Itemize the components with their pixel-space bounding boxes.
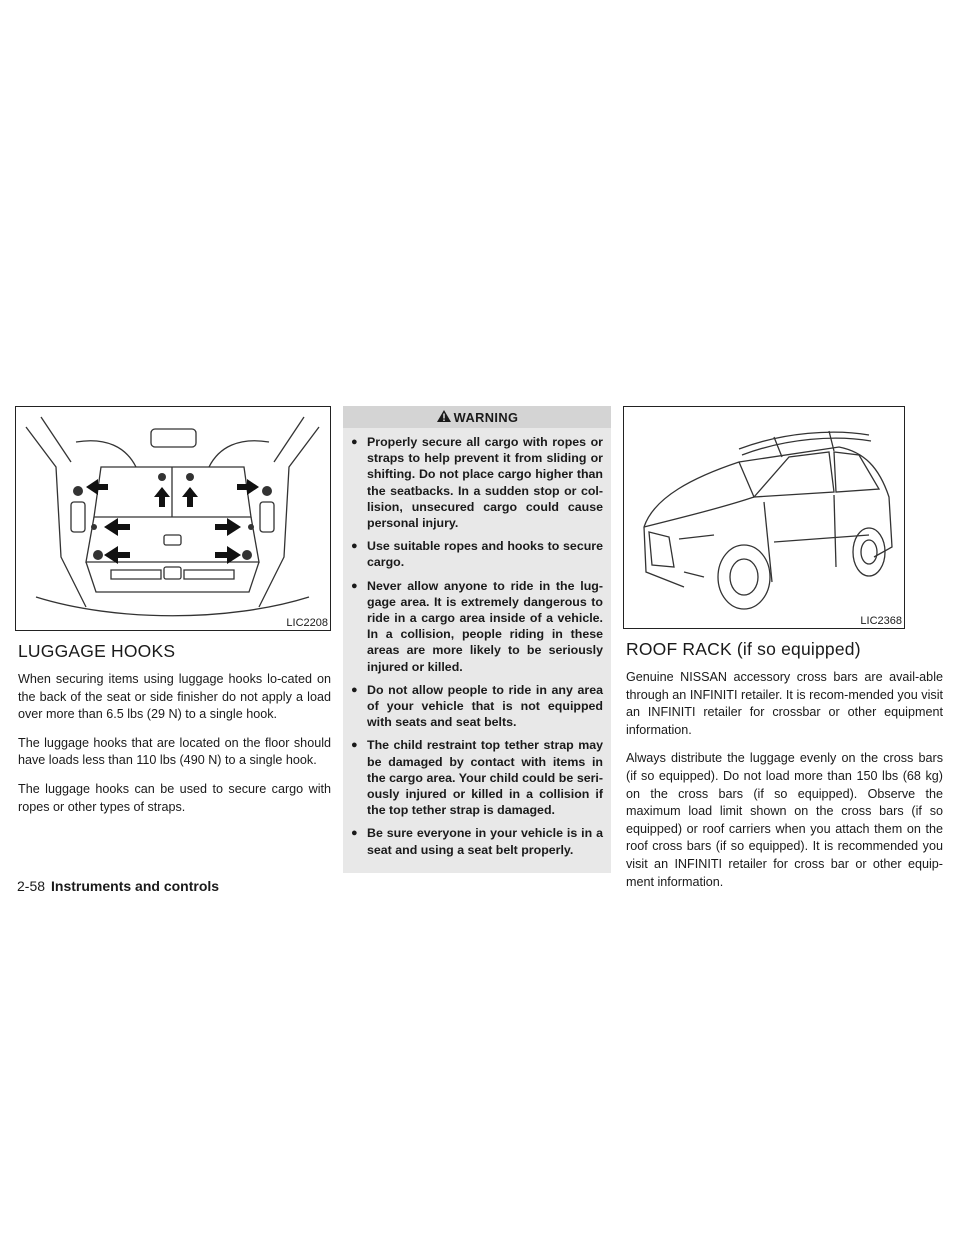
list-item [351, 682, 603, 731]
warning-item-text: Never allow anyone to ride in the lug-gage area. It is extremely dangerous to ride in a cargo area inside of a vehicle. In a collision, people riding in these areas are more likely to be seriously injured or killed. [367, 578, 603, 674]
warning-item-text: Use suitable ropes and hooks to secure cargo. [367, 539, 603, 570]
paragraph: Genuine NISSAN accessory cross bars are avail-able through an INFINITI retailer. It is recom-mended you visit an INFINITI retailer for crossbar or other equipment information. [626, 670, 943, 737]
list-item [351, 434, 603, 531]
list-item [351, 578, 603, 675]
bullet-icon: ● [351, 827, 358, 840]
suv-illustration [624, 407, 903, 627]
bullet-icon: ● [351, 579, 358, 592]
list-item [351, 825, 603, 857]
warning-triangle-icon [436, 409, 452, 426]
bullet-icon: ● [351, 540, 358, 553]
paragraph: When securing items using luggage hooks lo-cated on the back of the seat or side finisher do not apply a load over more than 6.5 lbs (29 N) to a single hook. [18, 672, 331, 722]
warning-item-text: Do not allow people to ride in any area of your vehicle that is not equipped with seats and seat belts. [367, 682, 603, 730]
warning-title: WARNING [453, 409, 519, 425]
section-title: Instruments and controls [51, 878, 220, 894]
section-heading-roof-rack: ROOF RACK (if so equipped) [626, 639, 861, 659]
warning-item-text: Be sure everyone in your vehicle is in a seat and using a seat belt properly. [367, 826, 603, 857]
page-footer [17, 878, 219, 894]
paragraph: Always distribute the luggage evenly on the cross bars (if so equipped). Do not load more than 150 lbs (68 kg) on the cross bars (if so equipped). Observe the maximum load limit shown on the cross bars (if so equipped) or roof carriers when you attach them on the roof cross bars (if so equipped). It is recommended you visit an INFINITI retailer for cross bar or other equip-ment information. [626, 751, 943, 889]
right-column [623, 406, 943, 902]
warning-box [343, 406, 611, 873]
warning-item-text: The child restraint top tether strap may be damaged by contact with items in the cargo area. Your child could be seri-ously injured or killed in a collision if the top tether strap is damaged. [367, 738, 603, 818]
section-heading-luggage-hooks: LUGGAGE HOOKS [18, 641, 176, 661]
roof-rack-figure [623, 406, 905, 629]
bullet-icon: ● [351, 436, 358, 448]
figure-label: LIC2208 [286, 617, 328, 629]
warning-item-text: Properly secure all cargo with ropes or straps to help prevent it from sliding or shifting. Do not place cargo higher than the seatbacks. In a sudden stop or col-lision, unsecured cargo could cause personal injury. [367, 435, 603, 531]
left-column [15, 406, 331, 827]
warning-header [343, 406, 611, 428]
figure-label: LIC2368 [860, 615, 902, 627]
paragraph: The luggage hooks can be used to secure cargo with ropes or other types of straps. [18, 781, 331, 814]
bullet-icon: ● [351, 739, 358, 752]
luggage-hooks-figure [15, 406, 331, 631]
page-number: 2-58 [17, 878, 46, 894]
bullet-icon: ● [351, 683, 358, 696]
list-item [351, 737, 603, 818]
list-item [351, 538, 603, 570]
middle-column [343, 406, 611, 873]
warning-list [343, 428, 611, 858]
paragraph: The luggage hooks that are located on the floor should have loads less than 110 lbs (490 N) to a single hook. [18, 735, 331, 768]
cargo-area-illustration [16, 407, 329, 629]
